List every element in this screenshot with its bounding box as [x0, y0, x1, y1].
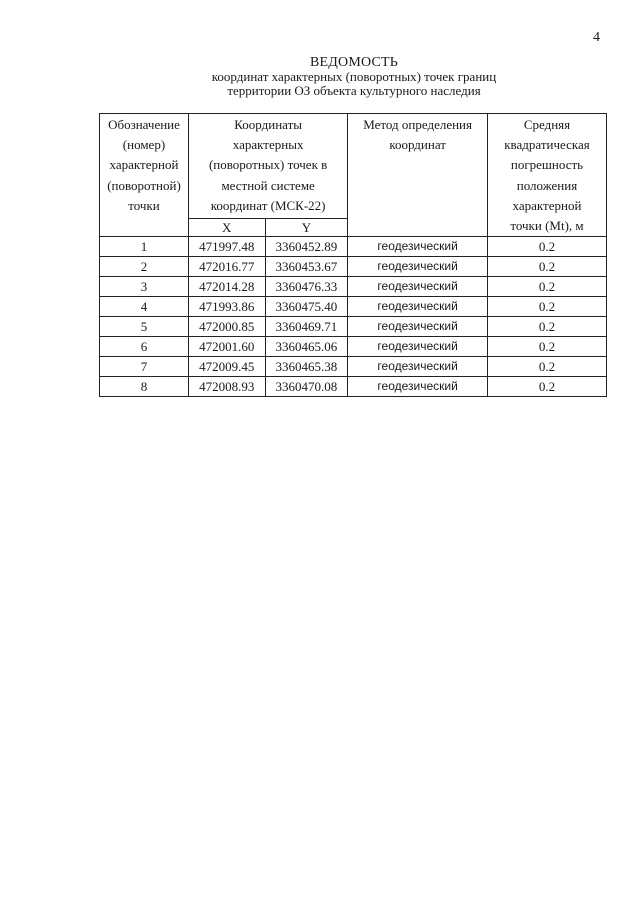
cell-method: геодезический: [348, 357, 488, 377]
cell-error: 0.2: [487, 297, 606, 317]
header-error-line: точки (Mt), м: [510, 218, 584, 234]
header-point-line: (номер): [122, 137, 166, 153]
header-method: [348, 114, 488, 237]
table-row: [100, 317, 607, 337]
cell-point-number: 6: [100, 337, 189, 357]
header-point-line: (поворотной): [107, 177, 181, 193]
cell-point-number: 8: [100, 377, 189, 397]
cell-y: 3360475.40: [265, 297, 348, 317]
cell-y: 3360465.38: [265, 357, 348, 377]
cell-error: 0.2: [487, 377, 606, 397]
table-header-row: [100, 114, 607, 219]
header-mean-square-error: [487, 114, 606, 237]
coordinates-table: [99, 113, 607, 397]
cell-point-number: 3: [100, 277, 189, 297]
table-row: [100, 237, 607, 257]
document-title: ВЕДОМОСТЬ: [309, 55, 398, 70]
cell-method: геодезический: [348, 277, 488, 297]
header-coords-line: (поворотных) точек в: [208, 157, 328, 173]
table-row: [100, 357, 607, 377]
cell-y: 3360469.71: [265, 317, 348, 337]
cell-y: 3360465.06: [265, 337, 348, 357]
cell-error: 0.2: [487, 337, 606, 357]
cell-error: 0.2: [487, 237, 606, 257]
cell-x: 471997.48: [188, 237, 265, 257]
header-error-line: квадратическая: [504, 137, 590, 153]
cell-method: геодезический: [348, 317, 488, 337]
cell-x: 472001.60: [188, 337, 265, 357]
header-point-line: Обозначение: [108, 117, 180, 132]
cell-point-number: 4: [100, 297, 189, 317]
cell-x: 471993.86: [188, 297, 265, 317]
table-row: [100, 297, 607, 317]
cell-method: геодезический: [348, 237, 488, 257]
header-coords-line: Координаты: [234, 117, 302, 132]
cell-method: геодезический: [348, 377, 488, 397]
header-point-line: характерной: [109, 157, 179, 173]
page-number: 4: [593, 30, 600, 45]
header-error-line: погрешность: [510, 157, 584, 173]
header-error-line: положения: [516, 177, 578, 193]
header-error-line: характерной: [512, 197, 582, 213]
document-heading: [0, 56, 640, 98]
cell-point-number: 5: [100, 317, 189, 337]
cell-x: 472008.93: [188, 377, 265, 397]
cell-point-number: 2: [100, 257, 189, 277]
cell-error: 0.2: [487, 257, 606, 277]
cell-error: 0.2: [487, 357, 606, 377]
header-error-line: Средняя: [523, 117, 571, 132]
cell-x: 472016.77: [188, 257, 265, 277]
cell-y: 3360476.33: [265, 277, 348, 297]
header-y: Y: [265, 219, 348, 237]
table-row: [100, 257, 607, 277]
cell-error: 0.2: [487, 317, 606, 337]
header-coordinates: [188, 114, 347, 219]
cell-x: 472009.45: [188, 357, 265, 377]
header-coords-line: местной системе: [221, 177, 315, 193]
cell-y: 3360452.89: [265, 237, 348, 257]
header-method-line: координат: [389, 137, 446, 153]
header-x: X: [188, 219, 265, 237]
cell-method: геодезический: [348, 337, 488, 357]
cell-error: 0.2: [487, 277, 606, 297]
cell-x: 472000.85: [188, 317, 265, 337]
header-point-designation: [100, 114, 189, 237]
header-coords-line: координат (МСК-22): [210, 197, 326, 213]
cell-point-number: 1: [100, 237, 189, 257]
document-subtitle-line-1: координат характерных (поворотных) точек границ: [211, 69, 497, 84]
header-method-line: Метод определения: [363, 117, 472, 132]
cell-y: 3360470.08: [265, 377, 348, 397]
cell-y: 3360453.67: [265, 257, 348, 277]
header-point-line: точки: [128, 197, 160, 213]
table-row: [100, 337, 607, 357]
cell-point-number: 7: [100, 357, 189, 377]
document-subtitle-line-2: территории ОЗ объекта культурного наследия: [227, 83, 481, 98]
cell-method: геодезический: [348, 257, 488, 277]
cell-x: 472014.28: [188, 277, 265, 297]
header-coords-line: характерных: [232, 137, 304, 153]
table-row: [100, 377, 607, 397]
table-row: [100, 277, 607, 297]
cell-method: геодезический: [348, 297, 488, 317]
